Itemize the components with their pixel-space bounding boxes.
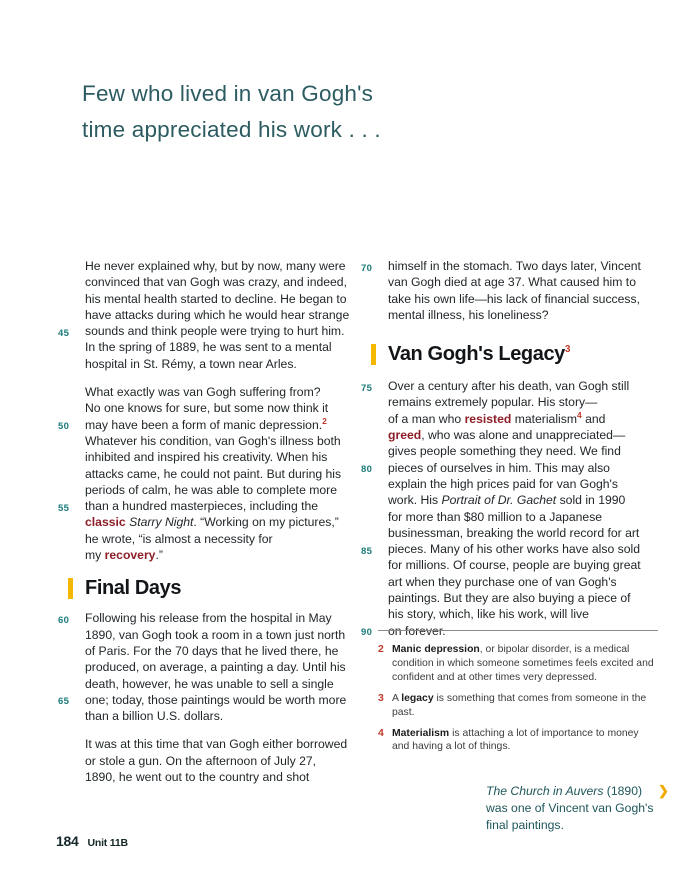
paragraph [57, 610, 353, 724]
text-run: explain the high prices paid for van Gogh's [388, 476, 618, 491]
text-line [360, 492, 660, 508]
text-line [57, 323, 353, 339]
text-run: .” [155, 548, 163, 563]
text-line [57, 708, 353, 724]
line-text [85, 515, 339, 529]
text-line [360, 574, 660, 590]
text-run: , or bipolar disorder, is a medical condition in which someone sometimes feels excited and confident and at other times very depressed. [392, 644, 654, 683]
text-run: for more than $80 million to a Japanese [388, 509, 603, 524]
photo-caption [486, 783, 669, 833]
text-line [360, 274, 660, 290]
line-number: 65 [58, 696, 70, 708]
text-run: final paintings. [486, 817, 564, 832]
text-line [57, 676, 353, 692]
text-run: mental illness, his loneliness? [388, 307, 549, 322]
section-heading-text: Van Gogh's Legacy [388, 343, 565, 366]
text-run: sounds and think people were trying to hurt him. [85, 324, 345, 339]
text-run: one; today, those paintings would be worth more [85, 692, 347, 707]
text-line [360, 258, 660, 274]
heading-accent-bar [68, 578, 73, 599]
text-run: periods of calm, he was able to complete more [85, 482, 337, 497]
footnote-term: Manic depression [392, 644, 480, 655]
text-run: remains extremely popular. His story— [388, 395, 598, 410]
line-text [388, 477, 618, 491]
text-run: What exactly was van Gogh suffering from? [85, 385, 321, 400]
text-run: hospital in St. Rémy, a town near Arles. [85, 356, 297, 371]
text-run: A [392, 692, 402, 704]
text-line [57, 433, 353, 449]
text-line [57, 291, 353, 307]
line-text [388, 591, 631, 605]
text-line [360, 394, 660, 410]
text-run: (1890) [603, 784, 643, 798]
vocab-keyword: resisted [464, 411, 512, 426]
line-text [388, 461, 610, 475]
text-line [57, 627, 353, 643]
text-run: and [581, 411, 606, 426]
text-line [57, 659, 353, 675]
paragraph [360, 258, 660, 323]
text-run: than a hundred masterpieces, including the [85, 499, 319, 514]
line-text [388, 308, 549, 322]
text-run: He never explained why, but by now, many were [85, 259, 346, 273]
text-run: gives people something they need. We find [388, 444, 621, 459]
text-line [360, 307, 660, 323]
text-run: his story, which, like his work, will live [388, 607, 589, 622]
text-line [57, 769, 353, 785]
text-run: he wrote, “is almost a necessity for [85, 531, 273, 546]
italic-text: The Church in Auvers [486, 784, 604, 798]
paragraph [57, 384, 353, 563]
line-text [85, 770, 309, 784]
text-line [360, 509, 660, 525]
line-text [388, 292, 640, 306]
footnote-text [392, 693, 646, 718]
text-line [57, 400, 353, 416]
text-run: on forever. [388, 623, 446, 638]
line-text [85, 611, 332, 625]
text-line [57, 258, 353, 274]
line-text [388, 493, 625, 507]
line-number: 75 [361, 382, 373, 394]
caption-line [486, 800, 662, 817]
text-run: convinced that van Gogh was crazy, and indeed, [85, 275, 347, 290]
text-line [360, 443, 660, 459]
text-run: Whatever his condition, van Gogh's illness both [85, 433, 341, 448]
text-run: In the spring of 1889, he was sent to a mental [85, 340, 332, 355]
line-number: 90 [361, 627, 373, 639]
line-text [85, 434, 341, 448]
text-run: is attaching a lot of importance to money and having a lot of things. [392, 727, 639, 753]
line-text [85, 644, 338, 658]
page-number: 184 [56, 833, 79, 849]
line-number: 50 [58, 421, 70, 433]
text-run: art when they purchase one of van Gogh's [388, 574, 617, 589]
footnote-item [378, 692, 656, 720]
text-run: inhibited and inspired his creativity. When his [85, 450, 328, 465]
line-text [85, 401, 328, 415]
text-line [57, 610, 353, 626]
section-heading [371, 343, 660, 366]
text-line [360, 460, 660, 476]
footnote-text [392, 644, 654, 683]
line-text [85, 275, 347, 289]
line-text [388, 395, 597, 409]
line-text [388, 575, 617, 589]
paragraph [360, 378, 660, 639]
footnote-term: legacy [401, 692, 434, 704]
text-line [360, 590, 660, 606]
text-run: for millions. Of course, people are buying great [388, 558, 641, 573]
line-text [388, 444, 621, 458]
page-footer [56, 833, 128, 849]
text-run: van Gogh died at age 37. What caused him to [388, 275, 636, 290]
line-text [388, 510, 602, 524]
text-line [57, 482, 353, 498]
text-line [57, 274, 353, 290]
line-text [85, 499, 318, 513]
text-line [57, 498, 353, 514]
line-text [85, 415, 327, 432]
text-line [57, 547, 353, 563]
text-run: death, however, he was unable to sell a single [85, 676, 334, 691]
text-run: pieces of ourselves in him. This may also [388, 460, 610, 475]
text-run: 1890, van Gogh took a room in a town just north [85, 627, 346, 642]
line-text [388, 379, 629, 393]
line-text [388, 542, 640, 556]
text-run: of Paris. For the 70 days that he lived there, he [85, 643, 339, 658]
text-line [57, 356, 353, 372]
line-text [85, 483, 337, 497]
footnote-divider [378, 630, 658, 631]
line-text [388, 428, 625, 442]
text-run: himself in the stomach. Two days later, Vincent [388, 259, 641, 273]
line-text [388, 558, 641, 572]
text-line [57, 753, 353, 769]
text-line [57, 531, 353, 547]
line-text [85, 628, 345, 642]
line-text [388, 275, 636, 289]
italic-text: Portrait of Dr. Gachet [441, 493, 557, 508]
text-run: take his own life—his lack of financial success, [388, 291, 640, 306]
text-run: of a man who [388, 411, 465, 426]
footnote-ref: 3 [564, 344, 571, 356]
footnote-item [378, 727, 656, 755]
text-line [57, 736, 353, 752]
text-run: was one of Vincent van Gogh's [486, 800, 654, 815]
text-run: paintings. But they are also buying a piece of [388, 591, 631, 606]
text-line [57, 643, 353, 659]
text-run: than a billion U.S. dollars. [85, 709, 224, 724]
vocab-keyword: recovery [104, 548, 156, 563]
text-run: is something that comes from someone in the past. [392, 692, 647, 718]
title-line-2: time appreciated his work . . . [82, 117, 381, 142]
text-run: his mental health started to decline. He began to [85, 291, 347, 306]
paragraph [57, 258, 353, 372]
line-number: 55 [58, 502, 70, 514]
line-number: 80 [361, 464, 373, 476]
line-text [388, 607, 589, 621]
line-text [85, 532, 273, 546]
footnote-term: Materialism [392, 727, 450, 739]
text-run: produced, on average, a painting a day. Until his [85, 660, 346, 675]
text-line [57, 339, 353, 355]
next-page-chevron-icon: ❯ [658, 783, 669, 798]
footnote-ref: 4 [577, 409, 582, 420]
line-text [85, 693, 346, 707]
text-line [57, 417, 353, 433]
line-text [85, 548, 163, 562]
left-text-column [57, 258, 353, 797]
text-line [360, 378, 660, 394]
text-line [57, 466, 353, 482]
footnote-text [392, 728, 639, 753]
line-text [388, 409, 606, 426]
text-run: or stole a gun. On the afternoon of July 27, [85, 753, 317, 768]
line-text [85, 709, 223, 723]
heading-accent-bar [371, 344, 376, 365]
footnote-number: 2 [378, 644, 384, 655]
line-text [85, 660, 346, 674]
text-run: sold in 1990 [556, 493, 626, 508]
text-line [57, 692, 353, 708]
text-run: my [85, 548, 105, 563]
line-number: 85 [361, 545, 373, 557]
footnote-ref: 2 [322, 415, 327, 426]
line-text [85, 308, 349, 322]
text-run: materialism [511, 411, 577, 426]
line-number: 45 [58, 327, 70, 339]
text-line [360, 606, 660, 622]
text-run: have attacks during which he would hear strange [85, 307, 350, 322]
section-heading-text: Final Days [85, 577, 182, 600]
caption-line [486, 817, 662, 834]
vocab-keyword: greed [388, 428, 422, 443]
line-text [85, 324, 344, 338]
line-text [85, 450, 327, 464]
text-run: No one knows for sure, but some now think it [85, 401, 329, 416]
footnote-item [378, 643, 656, 685]
text-run: may have been a form of manic depression. [85, 417, 323, 432]
line-text [85, 677, 334, 691]
line-text [85, 259, 346, 273]
text-line [57, 307, 353, 323]
line-text [85, 292, 347, 306]
text-run: pieces. Many of his other works have also sold [388, 542, 640, 557]
text-run: 1890, he went out to the country and shot [85, 770, 310, 785]
text-line [57, 514, 353, 530]
text-line [360, 291, 660, 307]
footnotes-block [378, 630, 658, 761]
text-line [360, 427, 660, 443]
line-text [388, 259, 641, 273]
text-run: , who was alone and unappreciated— [421, 428, 626, 443]
page-title [82, 76, 381, 148]
line-text [85, 737, 347, 751]
unit-label: Unit 11B [87, 837, 128, 849]
text-line [360, 557, 660, 573]
paragraph [57, 736, 353, 785]
line-text [85, 340, 332, 354]
text-run: It was at this time that van Gogh either borrowed [85, 737, 348, 752]
line-text [85, 467, 341, 481]
vocab-keyword: classic [85, 515, 126, 530]
line-text [85, 385, 321, 399]
text-run: . “Working on my pictures,” [193, 515, 339, 530]
right-text-column [360, 258, 660, 651]
line-text [85, 754, 316, 768]
section-heading [68, 577, 353, 600]
footnote-number: 3 [378, 692, 384, 704]
text-line [360, 411, 660, 427]
text-line [360, 541, 660, 557]
text-run: work. His [388, 493, 442, 508]
text-line [57, 384, 353, 400]
caption-line [486, 783, 669, 800]
italic-text: Starry Night [129, 515, 194, 530]
line-text [388, 526, 639, 540]
footnote-number: 4 [378, 727, 384, 739]
text-run: Following his release from the hospital in May [85, 611, 332, 626]
text-run: businessman, breaking the world record for art [388, 525, 640, 540]
text-run: attacks came, he could not paint. But during his [85, 466, 342, 481]
title-line-1: Few who lived in van Gogh's [82, 81, 374, 106]
text-line [57, 449, 353, 465]
text-run: Over a century after his death, van Gogh still [388, 379, 630, 394]
line-number: 70 [361, 262, 373, 274]
line-text [85, 357, 297, 371]
text-line [360, 476, 660, 492]
text-line [360, 525, 660, 541]
line-number: 60 [58, 614, 70, 626]
